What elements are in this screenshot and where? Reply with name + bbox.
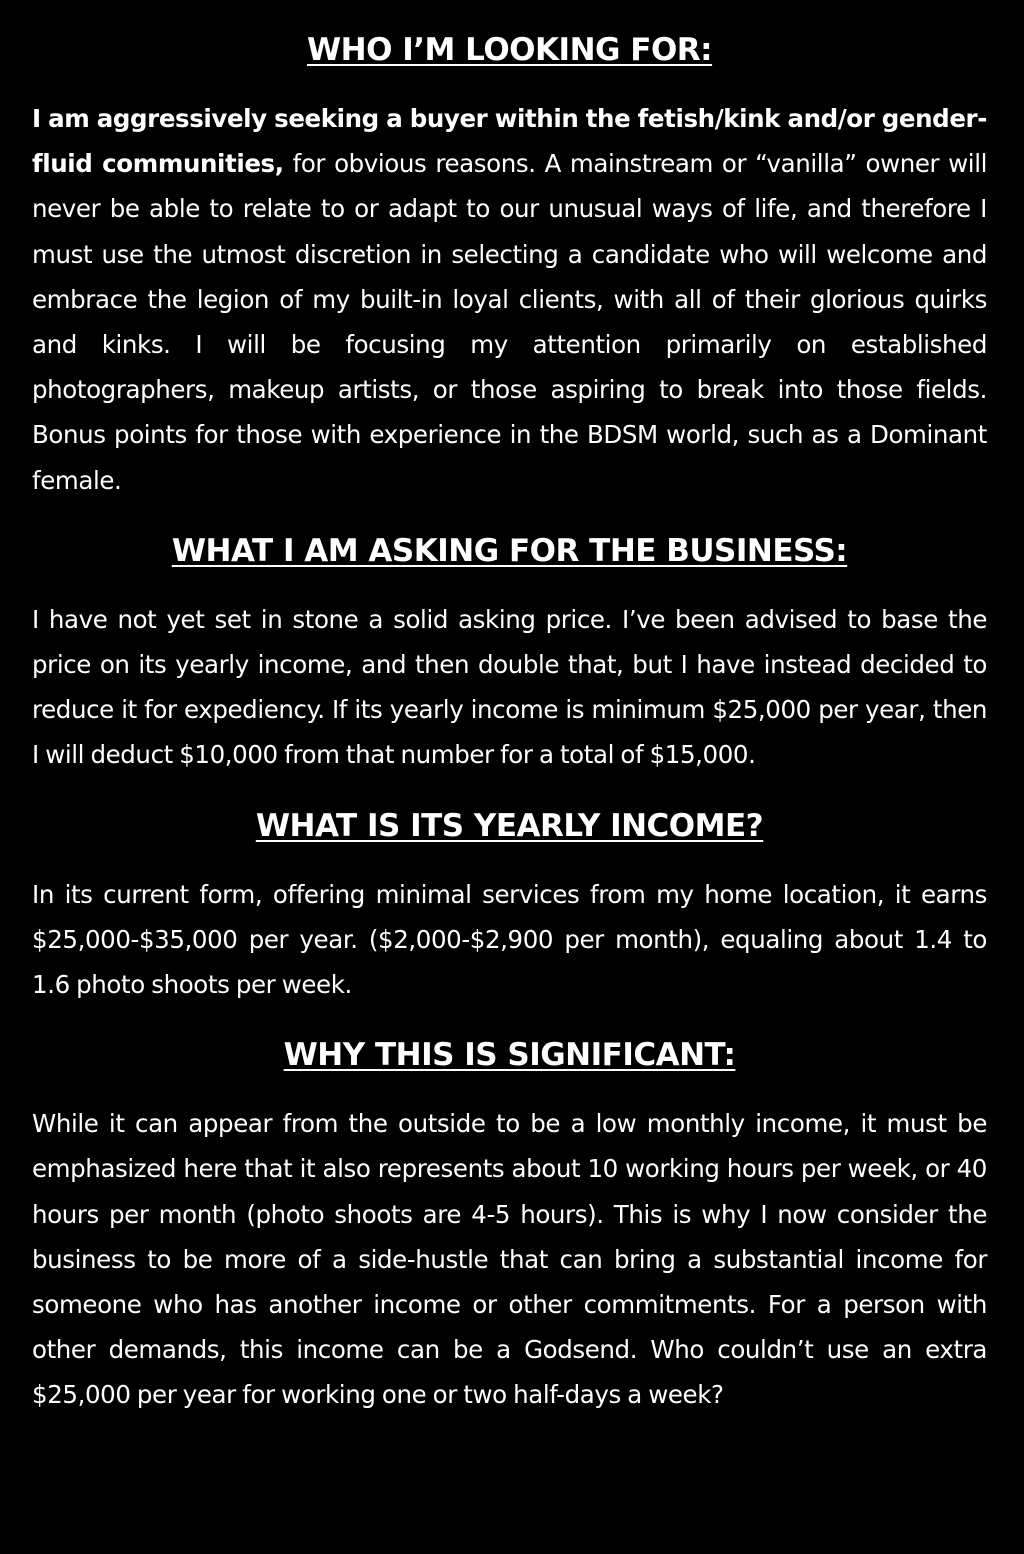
- paragraph-why-significant: While it can appear from the outside to be a low monthly income, it must be emphasized here that it also represents about 10 working hours per week, or 40 hours per month (photo shoots are 4-5 hours). This is why I now consider the business to be more of a side-hustle that can bring a substantial income for someone who has another income or other commitments. For a person with other demands, this income can be a Godsend. Who couldn’t use an extra $25,000 per year for working one or two half-days a week?: [32, 1109, 987, 1410]
- heading-asking-price: WHAT I AM ASKING FOR THE BUSINESS:: [171, 532, 848, 569]
- paragraph-asking-price: I have not yet set in stone a solid asking price. I’ve been advised to base the price on its yearly income, and then double that, but I have instead decided to reduce it for expediency. If its yearly income is minimum $25,000 per year, then I will deduct $10,000 from that number for a total of $15,000.: [32, 604, 987, 770]
- paragraph-yearly-income: In its current form, offering minimal services from my home location, it earns $25,000-$35,000 per year. ($2,000-$2,900 per month), equaling about 1.4 to 1.6 photo shoots per week.: [32, 879, 987, 1000]
- heading-why-significant: WHY THIS IS SIGNIFICANT:: [283, 1037, 736, 1074]
- heading-yearly-income: WHAT IS ITS YEARLY INCOME?: [255, 807, 764, 844]
- heading-who-looking-for: WHO I’M LOOKING FOR:: [306, 32, 713, 68]
- body-text: for obvious reasons. A mainstream or “vanilla” owner will never be able to relate to or adapt to our unusual ways of life, and therefore I must use the utmost discretion in selecting a candidate who will welcome and embrace the legion of my built-in loyal clients, with all of their glorious quirks and kinks. I will be focusing my attention primarily on established photographers, makeup artists, or those aspiring to break into those fields. Bonus points for those with experience in the BDSM world, such as a Dominant female.: [32, 149, 988, 495]
- paragraph-who-looking-for: [32, 96, 987, 503]
- bold-lead-text: I am aggressively seeking a buyer within the fetish/kink and/or gender-fluid communities,: [32, 104, 987, 179]
